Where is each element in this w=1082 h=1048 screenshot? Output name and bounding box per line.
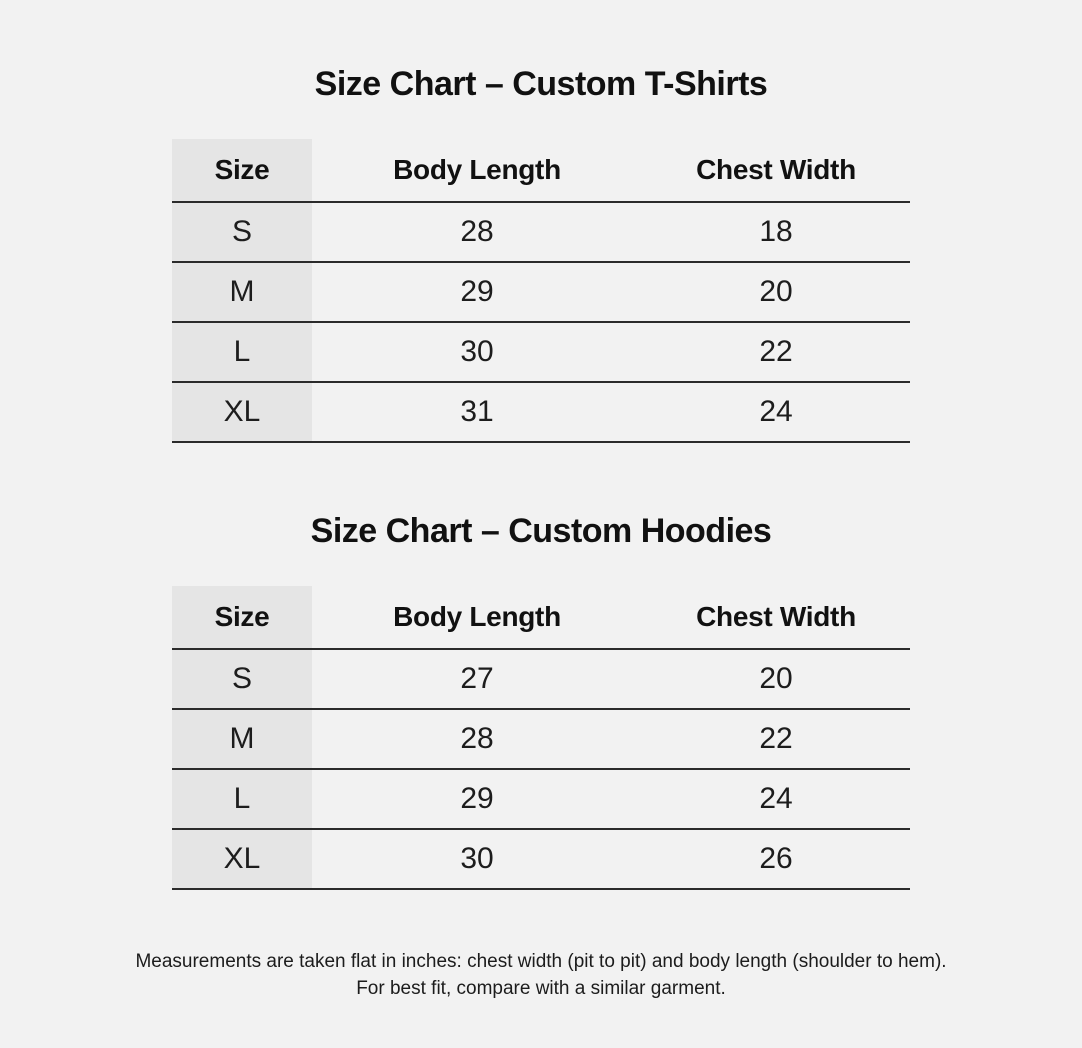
table-row bbox=[172, 649, 910, 709]
hoodie-chart-title: Size Chart – Custom Hoodies bbox=[310, 512, 772, 550]
tshirt-size-table bbox=[172, 139, 910, 443]
chest-width-cell: 24 bbox=[642, 769, 910, 829]
chest-width-cell: 18 bbox=[642, 202, 910, 262]
chest-width-cell: 20 bbox=[642, 262, 910, 322]
chest-width-cell: 20 bbox=[642, 649, 910, 709]
footnote-line-2: For best fit, compare with a similar garment. bbox=[356, 978, 726, 999]
column-header-chest-width: Chest Width bbox=[642, 586, 910, 649]
column-header-chest-width: Chest Width bbox=[642, 139, 910, 202]
hoodie-size-table bbox=[172, 586, 910, 890]
size-cell: M bbox=[172, 262, 312, 322]
size-cell: S bbox=[172, 649, 312, 709]
table-row bbox=[172, 769, 910, 829]
tshirt-chart-title: Size Chart – Custom T-Shirts bbox=[314, 65, 768, 103]
body-length-cell: 30 bbox=[312, 322, 642, 382]
size-cell: L bbox=[172, 322, 312, 382]
table-row bbox=[172, 322, 910, 382]
body-length-cell: 28 bbox=[312, 709, 642, 769]
body-length-cell: 31 bbox=[312, 382, 642, 442]
column-header-body-length: Body Length bbox=[312, 139, 642, 202]
body-length-cell: 28 bbox=[312, 202, 642, 262]
table-row bbox=[172, 202, 910, 262]
chest-width-cell: 22 bbox=[642, 322, 910, 382]
size-cell: XL bbox=[172, 382, 312, 442]
chest-width-cell: 24 bbox=[642, 382, 910, 442]
table-header-row bbox=[172, 586, 910, 649]
body-length-cell: 29 bbox=[312, 262, 642, 322]
table-row bbox=[172, 262, 910, 322]
size-cell: M bbox=[172, 709, 312, 769]
measurement-footnote bbox=[61, 948, 1021, 1002]
body-length-cell: 29 bbox=[312, 769, 642, 829]
size-cell: L bbox=[172, 769, 312, 829]
table-row bbox=[172, 709, 910, 769]
chest-width-cell: 26 bbox=[642, 829, 910, 889]
table-row bbox=[172, 829, 910, 889]
chest-width-cell: 22 bbox=[642, 709, 910, 769]
body-length-cell: 27 bbox=[312, 649, 642, 709]
column-header-body-length: Body Length bbox=[312, 586, 642, 649]
size-cell: XL bbox=[172, 829, 312, 889]
column-header-size: Size bbox=[172, 139, 312, 202]
column-header-size: Size bbox=[172, 586, 312, 649]
table-row bbox=[172, 382, 910, 442]
body-length-cell: 30 bbox=[312, 829, 642, 889]
table-header-row bbox=[172, 139, 910, 202]
footnote-line-1: Measurements are taken flat in inches: chest width (pit to pit) and body length (shoulder to hem). bbox=[135, 951, 947, 972]
size-cell: S bbox=[172, 202, 312, 262]
